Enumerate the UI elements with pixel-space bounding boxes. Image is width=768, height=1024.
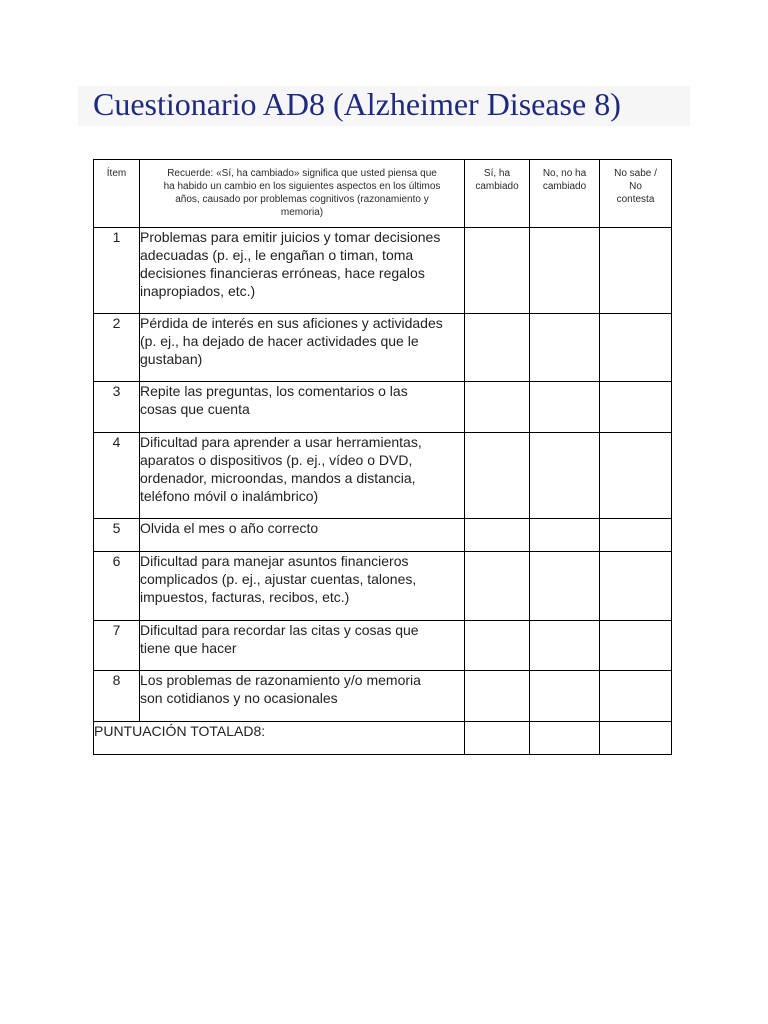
header-instructions-line: años, causado por problemas cognitivos (razonamiento y <box>175 194 429 205</box>
description-line: tiene que hacer <box>140 640 237 656</box>
answer-unknown-cell <box>600 621 672 671</box>
description-line: teléfono móvil o inalámbrico) <box>140 488 319 504</box>
answer-yes-cell <box>465 519 530 552</box>
item-description <box>140 228 465 314</box>
answer-no-cell <box>530 382 600 433</box>
table-row <box>94 382 672 433</box>
header-no-line: No, no ha <box>542 168 587 179</box>
total-unknown-cell <box>600 722 672 755</box>
item-number: 8 <box>94 671 140 722</box>
answer-unknown-cell <box>600 552 672 621</box>
table-row <box>94 621 672 671</box>
item-number: 4 <box>94 433 140 519</box>
header-no-changed <box>530 160 600 228</box>
header-instructions-line: ha habido un cambio en los siguientes aspectos en los últimos <box>163 181 441 192</box>
header-instructions-line: Recuerde: «Sí, ha cambiado» significa que usted piensa que <box>167 168 437 179</box>
total-score-row <box>94 722 672 755</box>
item-description <box>140 433 465 519</box>
description-line: (p. ej., ha dejado de hacer actividades que le <box>140 333 419 349</box>
answer-yes-cell <box>465 671 530 722</box>
item-number: 3 <box>94 382 140 433</box>
description-line: Dificultad para manejar asuntos financieros <box>140 553 409 569</box>
item-description <box>140 314 465 382</box>
description-line: adecuadas (p. ej., le engañan o timan, toma <box>140 247 414 263</box>
description-line: Dificultad para recordar las citas y cosas que <box>140 622 419 638</box>
item-description <box>140 552 465 621</box>
total-score-label: PUNTUACIÓN TOTALAD8: <box>94 722 465 755</box>
answer-no-cell <box>530 228 600 314</box>
answer-yes-cell <box>465 552 530 621</box>
header-no-line: cambiado <box>542 181 587 192</box>
description-line: Problemas para emitir juicios y tomar decisiones <box>140 229 441 245</box>
table-row <box>94 671 672 722</box>
table-header-row <box>94 160 672 228</box>
answer-unknown-cell <box>600 314 672 382</box>
description-line: impuestos, facturas, recibos, etc.) <box>140 589 350 605</box>
table-row <box>94 552 672 621</box>
item-number: 2 <box>94 314 140 382</box>
header-instructions-line: memoria) <box>280 207 324 218</box>
answer-no-cell <box>530 519 600 552</box>
answer-yes-cell <box>465 228 530 314</box>
item-description <box>140 621 465 671</box>
title-banner <box>78 86 690 126</box>
description-line: inapropiados, etc.) <box>140 283 256 299</box>
description-line: ordenador, microondas, mandos a distancia, <box>140 470 416 486</box>
header-yes-line: Sí, ha <box>483 168 511 179</box>
answer-unknown-cell <box>600 228 672 314</box>
answer-no-cell <box>530 552 600 621</box>
item-description <box>140 671 465 722</box>
answer-no-cell <box>530 314 600 382</box>
item-number: 5 <box>94 519 140 552</box>
description-line: gustaban) <box>140 351 203 367</box>
description-line: cosas que cuenta <box>140 401 250 417</box>
table-row <box>94 519 672 552</box>
total-yes-cell <box>465 722 530 755</box>
answer-yes-cell <box>465 314 530 382</box>
description-line: decisiones financieras erróneas, hace regalos <box>140 265 425 281</box>
header-unknown-line: contesta <box>616 194 655 205</box>
header-instructions <box>140 160 465 228</box>
description-line: Los problemas de razonamiento y/o memoria <box>140 672 421 688</box>
item-description <box>140 519 465 552</box>
answer-yes-cell <box>465 621 530 671</box>
item-number: 1 <box>94 228 140 314</box>
table-row <box>94 433 672 519</box>
table-row <box>94 228 672 314</box>
answer-no-cell <box>530 671 600 722</box>
description-line: complicados (p. ej., ajustar cuentas, talones, <box>140 571 417 587</box>
answer-unknown-cell <box>600 519 672 552</box>
document-title: Cuestionario AD8 (Alzheimer Disease 8) <box>93 86 621 122</box>
answer-no-cell <box>530 433 600 519</box>
header-unknown <box>600 160 672 228</box>
header-unknown-line: No <box>629 181 642 192</box>
item-number: 7 <box>94 621 140 671</box>
header-yes-line: cambiado <box>475 181 519 192</box>
description-line: son cotidianos y no ocasionales <box>140 690 338 706</box>
answer-yes-cell <box>465 433 530 519</box>
answer-no-cell <box>530 621 600 671</box>
description-line: Dificultad para aprender a usar herramientas, <box>140 434 422 450</box>
header-unknown-line: No sabe / <box>614 168 657 179</box>
description-line: Pérdida de interés en sus aficiones y actividades <box>140 315 443 331</box>
header-item: Ítem <box>94 160 140 228</box>
answer-yes-cell <box>465 382 530 433</box>
table-row <box>94 314 672 382</box>
answer-unknown-cell <box>600 382 672 433</box>
item-number: 6 <box>94 552 140 621</box>
description-line: aparatos o dispositivos (p. ej., vídeo o DVD, <box>140 452 413 468</box>
item-description <box>140 382 465 433</box>
answer-unknown-cell <box>600 433 672 519</box>
header-yes-changed <box>465 160 530 228</box>
description-line: Repite las preguntas, los comentarios o las <box>140 383 408 399</box>
description-line: Olvida el mes o año correcto <box>140 520 319 536</box>
answer-unknown-cell <box>600 671 672 722</box>
ad8-questionnaire-table <box>93 159 672 755</box>
total-no-cell <box>530 722 600 755</box>
